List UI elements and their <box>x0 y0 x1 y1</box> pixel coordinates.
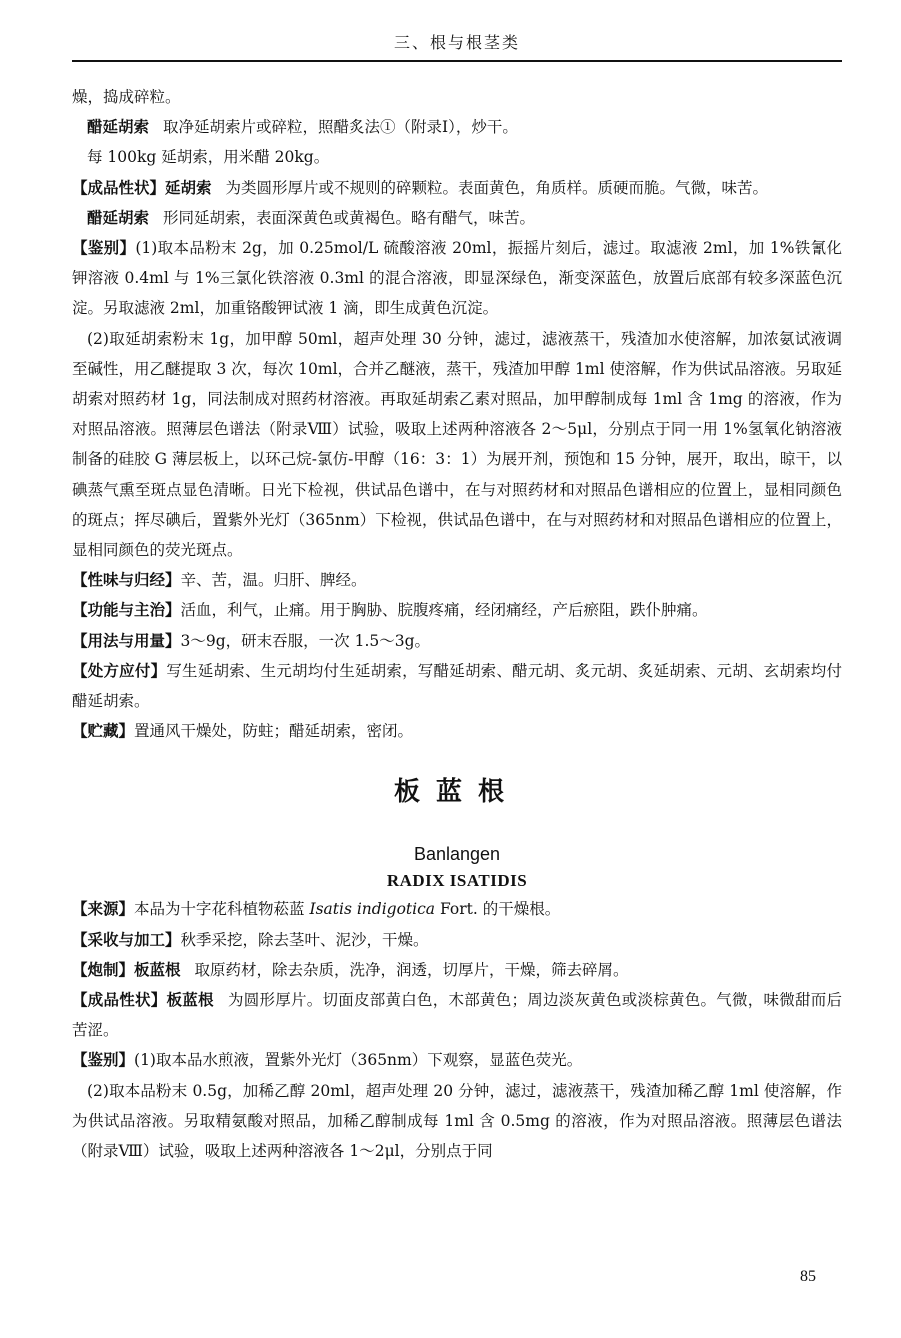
section-label: 【性味与归经】 <box>72 571 181 590</box>
running-head: 三、根与根茎类 <box>393 33 520 52</box>
paragraph-text: 置通风干燥处，防蛀；醋延胡索，密闭。 <box>134 722 414 741</box>
term-label: 醋延胡索 <box>87 208 150 227</box>
paragraph-product-character <box>72 173 842 203</box>
paragraph-vinegar-ratio: 每 100kg 延胡索，用米醋 20kg。 <box>87 148 330 167</box>
term-label: 醋延胡索 <box>87 118 150 137</box>
paragraph-source <box>72 894 842 924</box>
paragraph-harvest <box>72 925 842 955</box>
page-number: 85 <box>800 1268 816 1285</box>
paragraph-identification-isatis-1 <box>72 1045 842 1075</box>
paragraph-usage-dosage <box>72 626 842 656</box>
paragraph-prescription <box>72 656 842 716</box>
paragraph-vinegar-corydalis-processing <box>72 112 842 142</box>
paragraph-text: 形同延胡索，表面深黄色或黄褐色。略有醋气，味苦。 <box>163 208 536 227</box>
species-name: Isatis indigotica <box>309 900 436 919</box>
paragraph-text: 秋季采挖，除去茎叶、泥沙，干燥。 <box>180 930 429 949</box>
section-label: 【用法与用量】 <box>72 631 181 650</box>
section-label: 【功能与主治】 <box>72 601 181 620</box>
section-label: 【鉴别】 <box>72 239 136 258</box>
paragraph-text: 取净延胡索片或碎粒，照醋炙法①（附录Ⅰ），炒干。 <box>163 118 518 137</box>
monograph-title: 板蓝根 <box>393 777 520 808</box>
paragraph-property-meridian <box>72 565 842 595</box>
paragraph-text: Fort. 的干燥根。 <box>435 900 561 919</box>
paragraph-continuation: 燥，捣成碎粒。 <box>72 88 181 106</box>
paragraph-text: 写生延胡索、生元胡均付生延胡索，写醋延胡索、醋元胡、炙元胡、炙延胡索、元胡、玄胡索均付醋延胡索。 <box>72 661 842 711</box>
paragraph-identification-1 <box>72 233 842 324</box>
paragraph-text: 取原药材，除去杂质，洗净，润透，切厚片，干燥，筛去碎屑。 <box>194 960 629 979</box>
section-label: 【贮藏】 <box>72 722 135 741</box>
paragraph-product-character-isatis <box>72 985 842 1045</box>
monograph-latin-name: RADIX ISATIDIS <box>386 871 528 891</box>
page-body <box>72 82 842 1166</box>
section-label: 【来源】 <box>72 900 135 919</box>
paragraph-text: 活血，利气，止痛。用于胸胁、脘腹疼痛，经闭痛经，产后瘀阻，跌仆肿痛。 <box>180 601 708 620</box>
paragraph-text: (1)取本品粉末 2g，加 0.25mol/L 硫酸溶液 20ml，振摇片刻后，滤过。取滤液 2ml，加 1%铁氰化钾溶液 0.4ml 与 1%三氯化铁溶液 0.3ml 的混合溶液，即显深绿色，渐变深蓝色，放置后底部有较多深蓝色沉淀。另取滤液 2ml，加重铬酸钾试液 1 滴，即生成黄色沉淀。 <box>72 239 842 318</box>
section-label: 【采收与加工】 <box>72 930 181 949</box>
section-label: 【成品性状】延胡索 <box>72 178 212 197</box>
paragraph-storage <box>72 716 842 746</box>
section-label: 【成品性状】板蓝根 <box>72 991 214 1010</box>
monograph-pinyin: Banlangen <box>413 844 501 865</box>
paragraph-text: 辛、苦，温。归肝、脾经。 <box>180 571 367 590</box>
paragraph-text: 本品为十字花科植物菘蓝 <box>134 900 310 919</box>
section-label: 【处方应付】 <box>72 661 167 680</box>
paragraph-vinegar-corydalis-character <box>72 203 842 233</box>
section-label: 【炮制】板蓝根 <box>72 960 181 979</box>
paragraph-text: 3～9g，研末吞服，一次 1.5～3g。 <box>180 631 431 650</box>
paragraph-identification-2: (2)取延胡索粉末 1g，加甲醇 50ml，超声处理 30 分钟，滤过，滤液蒸干，残渣加水使溶解，加浓氨试液调至碱性，用乙醚提取 3 次，每次 10ml，合并乙醚液，蒸干，残渣加甲醇 1ml 使溶解，作为供试品溶液。另取延胡索对照药材 1g，同法制成对照药材溶液。再取延胡索乙素对照品，加甲醇制成每 1ml 含 1mg 的溶液，作为对照品溶液。照薄层色谱法（附录Ⅷ）试验，吸取上述两种溶液各 2～5μl，分别点于同一用 1%氢氧化钠溶液制备的硅胶 G 薄层板上，以环己烷-氯仿-甲醇（16：3：1）为展开剂，预饱和 15 分钟，展开，取出，晾干，以碘蒸气熏至斑点显色清晰。日光下检视，供试品色谱中，在与对照药材和对照品色谱相应的位置上，显相同颜色的斑点；挥尽碘后，置紫外光灯（365nm）下检视，供试品色谱中，在与对照药材和对照品色谱相应的位置上，显相同颜色的荧光斑点。 <box>72 329 842 560</box>
header-rule <box>72 60 842 62</box>
paragraph-function-indication <box>72 595 842 625</box>
paragraph-text: 为类圆形厚片或不规则的碎颗粒。表面黄色，角质样。质硬而脆。气微，味苦。 <box>225 178 769 197</box>
paragraph-text: (1)取本品水煎液，置紫外光灯（365nm）下观察，显蓝色荧光。 <box>134 1051 583 1070</box>
section-label: 【鉴别】 <box>72 1051 135 1070</box>
paragraph-identification-isatis-2: (2)取本品粉末 0.5g，加稀乙醇 20ml，超声处理 20 分钟，滤过，滤液蒸干，残渣加稀乙醇 1ml 使溶解，作为供试品溶液。另取精氨酸对照品，加稀乙醇制成每 1ml 含 0.5mg 的溶液，作为对照品溶液。照薄层色谱法（附录Ⅷ）试验，吸取上述两种溶液各 1～2μl，分别点于同 <box>72 1081 842 1161</box>
paragraph-text: 为圆形厚片。切面皮部黄白色，木部黄色；周边淡灰黄色或淡棕黄色。气微，味微甜而后苦涩。 <box>72 991 842 1040</box>
paragraph-processing <box>72 955 842 985</box>
